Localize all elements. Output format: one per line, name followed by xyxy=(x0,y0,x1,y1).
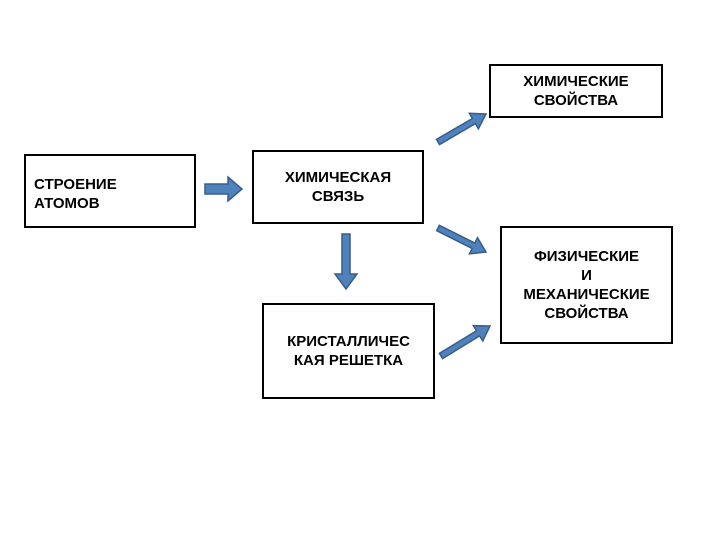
node-chemical-bond-label: ХИМИЧЕСКАЯ СВЯЗЬ xyxy=(284,169,392,205)
arrow-bond-to-physical xyxy=(437,225,486,254)
node-chemical-properties-label: ХИМИЧЕСКИЕ СВОЙСТВА xyxy=(523,73,629,109)
arrow-bond-to-chemical xyxy=(437,113,487,144)
arrow-atoms-to-bond xyxy=(205,177,242,201)
node-chemical-properties xyxy=(489,64,663,118)
node-atom-structure-label: СТРОЕНИЕ АТОМОВ xyxy=(34,176,117,212)
node-physical-properties-label: ФИЗИЧЕСКИЕ И МЕХАНИЧЕСКИЕ СВОЙСТВА xyxy=(523,248,650,322)
node-crystal-lattice xyxy=(262,303,435,399)
node-physical-properties xyxy=(500,226,673,344)
arrow-bond-to-lattice xyxy=(335,234,357,289)
arrow-lattice-to-physical xyxy=(439,326,490,359)
node-chemical-bond xyxy=(252,150,424,224)
node-crystal-lattice-label: КРИСТАЛЛИЧЕС КАЯ РЕШЕТКА xyxy=(287,333,410,369)
node-atom-structure xyxy=(24,154,196,228)
